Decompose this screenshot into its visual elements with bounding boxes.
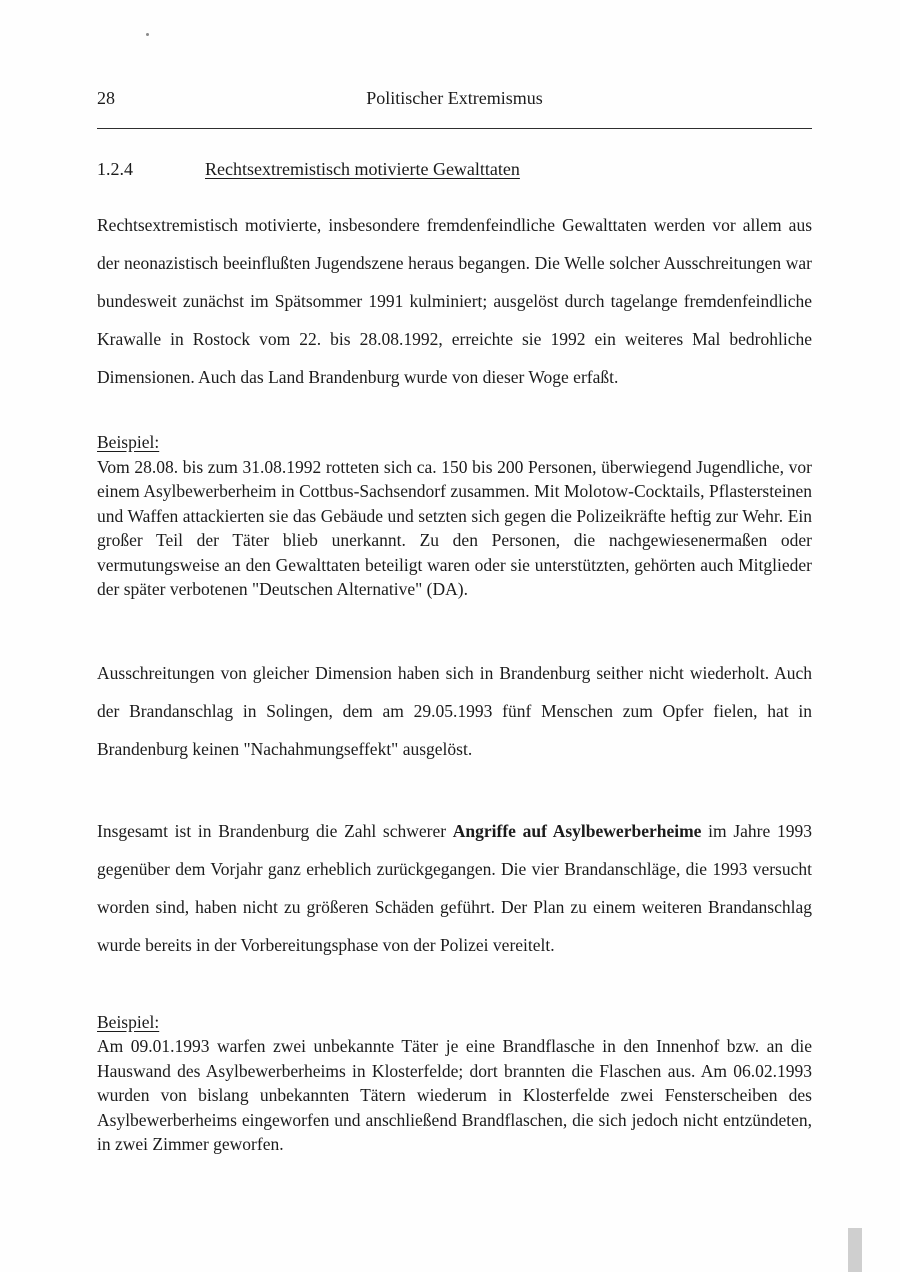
running-header [97,88,812,112]
example-block-1 [97,430,812,602]
paragraph-intro: Rechtsextremistisch motivierte, insbesondere fremdenfeindliche Gewalttaten werden vor allem aus der neonazistisch beeinflußten Jugendszene heraus begangen. Die Welle solcher Ausschreitungen war bundesweit zunächst im Spätsommer 1991 kulminiert; ausgelöst durch tagelange fremdenfeindliche Krawalle in Rostock vom 22. bis 28.08.1992, erreichte sie 1992 ein weiteres Mal bedrohliche Dimensionen. Auch das Land Brandenburg wurde von dieser Woge erfaßt. [97,215,812,387]
example-text-2: Am 09.01.1993 warfen zwei unbekannte Täter je eine Brandflasche in den Innenhof bzw. an die Hauswand des Asylbewerberheims in Klosterfelde; dort brannten die Flaschen aus. Am 06.02.1993 wurden von bislang unbekannten Tätern wiederum in Klosterfelde zwei Fensterscheiben des Asylbewerberheims eingeworfen und anschließend Brandflaschen, die sich jedoch nicht entzündeten, in zwei Zimmer geworfen. [97,1036,812,1154]
header-rule [97,128,812,129]
bold-phrase-angriffe: Angriffe auf Asylbewerberheime [452,820,702,841]
section-title: Rechtsextremistisch motivierte Gewalttaten [205,159,520,179]
paragraph-solingen: Ausschreitungen von gleicher Dimension haben sich in Brandenburg seither nicht wiederholt. Auch der Brandanschlag in Solingen, dem am 29.05.1993 fünf Menschen zum Opfer fielen, hat in Brandenburg keinen "Nachahmungseffekt" ausgelöst. [97,662,812,759]
section-heading [97,159,812,180]
running-title: Politischer Extremismus [366,88,543,108]
section-number: 1.2.4 [97,159,133,179]
example-label-1: Beispiel: [97,432,160,452]
page-number: 28 [97,88,115,108]
example-block-2 [97,1010,812,1157]
paragraph-angriffe-pre: Insgesamt ist in Brandenburg die Zahl schwerer [97,820,453,841]
paragraph-angriffe-post: im Jahre 1993 gegenüber dem Vorjahr ganz erheblich zurückgegangen. Die vier Brandanschläge, die 1993 versucht worden sind, haben nicht zu größeren Schäden geführt. Der Plan zu einem weiteren Brandanschlag wurde bereits in der Vorbereitungsphase von der Polizei vereitelt. [97,820,812,955]
scan-artifact-bar [848,1228,862,1272]
example-text-1: Vom 28.08. bis zum 31.08.1992 rotteten sich ca. 150 bis 200 Personen, überwiegend Jugendliche, vor einem Asylbewerberheim in Cottbus-Sachsendorf zusammen. Mit Molotow-Cocktails, Pflastersteinen und Waffen attackierten sie das Gebäude und setzten sich gegen die Polizeikräfte heftig zur Wehr. Ein großer Teil der Täter blieb unerkannt. Zu den Personen, die nachgewiesenermaßen oder vermutungsweise an den Gewalttaten beteiligt waren oder sie unterstützten, gehörten auch Mitglieder der später verbotenen "Deutschen Alternative" (DA). [97,456,812,599]
paragraph-angriffe [97,812,812,964]
scan-speck [146,33,149,36]
example-label-2: Beispiel: [97,1011,160,1032]
page-content [97,0,812,1157]
